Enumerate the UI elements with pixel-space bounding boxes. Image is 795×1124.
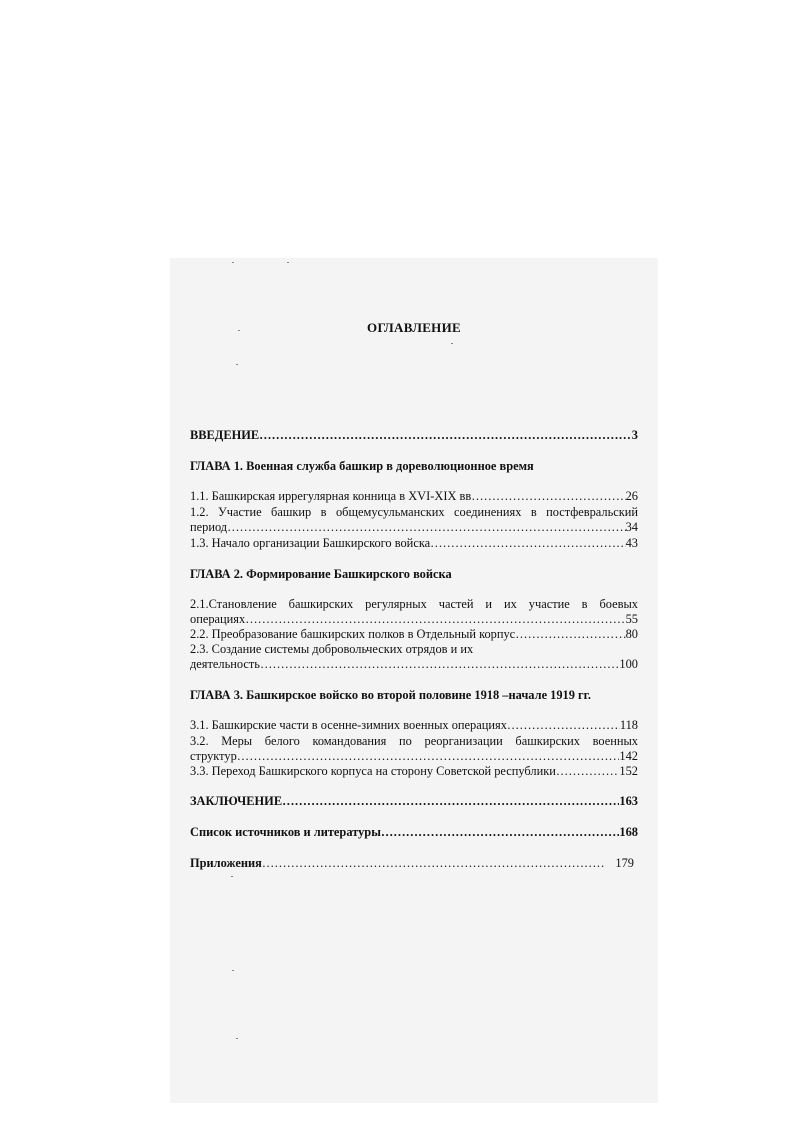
leader-dots: [237, 749, 620, 764]
toc-entry-page: 168: [619, 825, 638, 839]
toc-entry-label: 1.3. Начало организации Башкирского войска: [190, 536, 431, 550]
toc-entry-2-1-line1: 2.1.Становление башкирских регулярных частей и их участие в боевых: [190, 597, 638, 611]
toc-entry-2-1: [190, 612, 638, 627]
leader-dots: [282, 794, 619, 809]
toc-entry-label: ВВЕДЕНИЕ…: [190, 428, 272, 442]
toc-entry-1-2: [190, 520, 638, 535]
toc-entry-page: 26: [625, 489, 638, 503]
toc-entry-label: период: [190, 520, 228, 534]
toc-entry-label: 2.3. Создание системы добровольческих отрядов и их: [190, 642, 474, 656]
toc-entry-1-2-line1: 1.2. Участие башкир в общемусульманских соединениях в постфевральский: [190, 505, 638, 519]
leader-dots: [471, 489, 625, 504]
chapter-2-heading: ГЛАВА 2. Формирование Башкирского войска: [190, 567, 452, 581]
toc-entry-2-3-line1: [190, 642, 638, 657]
scan-speck: [287, 262, 289, 263]
toc-entry-label: Список источников и литературы: [190, 825, 381, 839]
toc-entry-label: Приложения: [190, 856, 262, 870]
scan-speck: [232, 970, 234, 971]
leader-dots: [556, 764, 620, 779]
toc-entry-page: 34: [625, 520, 638, 534]
leader-dots: [260, 657, 619, 672]
toc-entry-page: 100: [619, 657, 638, 671]
toc-entry-label: 2.2. Преобразование башкирских полков в Отдельный корпус: [190, 627, 516, 641]
scan-speck: [231, 876, 233, 877]
toc-entry-3-2: [190, 749, 638, 764]
toc-entry-3-2-line1: 3.2. Меры белого командования по реорганизации башкирских военных: [190, 734, 638, 748]
leader-dots: [227, 520, 626, 535]
toc-entry-label: ЗАКЛЮЧЕНИЕ: [190, 794, 283, 808]
toc-entry-label: 1.1. Башкирская иррегулярная конница в XVI-XIX вв: [190, 489, 472, 503]
chapter-3-heading: ГЛАВА 3. Башкирское войско во второй половине 1918 –начале 1919 гг.: [190, 688, 591, 702]
scan-speck: [451, 343, 453, 344]
toc-entry-2-3: [190, 657, 638, 672]
scan-speck: [232, 262, 234, 263]
scanned-page: [170, 258, 658, 1103]
leader-dots: [262, 856, 606, 871]
leader-dots: [381, 825, 620, 840]
toc-entry-conclusion: [190, 794, 638, 809]
toc-entry-intro: [190, 428, 638, 443]
leader-dots: [515, 627, 625, 642]
toc-entry-label: 3.3. Переход Башкирского корпуса на сторону Советской республики: [190, 764, 556, 778]
leader-dots: [272, 428, 632, 443]
toc-entry-page: 55: [625, 612, 638, 626]
toc-entry-appendix: [190, 856, 634, 871]
toc-entry-page: 3: [631, 428, 638, 442]
leader-dots: [507, 718, 620, 733]
toc-entry-page: 142: [619, 749, 638, 763]
scan-speck: [236, 364, 238, 365]
toc-entry-page: 163: [619, 794, 638, 808]
leader-dots: [430, 536, 625, 551]
toc-entry-page: 43: [625, 536, 638, 550]
leader-dots: [245, 612, 625, 627]
toc-entry-page: 80: [625, 627, 638, 641]
toc-entry-3-3: [190, 764, 638, 779]
toc-entry-label: структур: [190, 749, 237, 763]
toc-entry-sources: [190, 825, 638, 840]
toc-entry-label: 3.1. Башкирские части в осенне-зимних военных операциях: [190, 718, 507, 732]
toc-entry-page: 179: [615, 856, 634, 870]
toc-entry-3-1: [190, 718, 638, 733]
toc-entry-1-3: [190, 536, 638, 551]
chapter-1-heading: ГЛАВА 1. Военная служба башкир в дореволюционное время: [190, 459, 534, 473]
toc-entry-label: операциях: [190, 612, 246, 626]
toc-entry-page: 118: [619, 718, 638, 732]
page-title: ОГЛАВЛЕНИЕ: [367, 320, 461, 335]
toc-entry-label: деятельность: [190, 657, 260, 671]
scan-speck: [236, 1038, 238, 1039]
toc-entry-2-2: [190, 627, 638, 642]
toc-entry-page: 152: [619, 764, 638, 778]
toc-entry-1-1: [190, 489, 638, 504]
